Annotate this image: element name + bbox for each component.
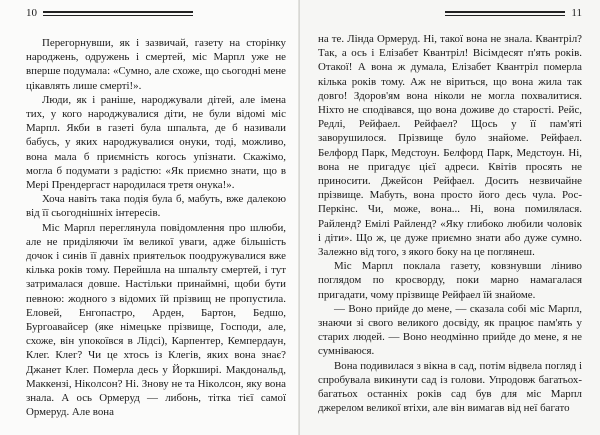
paragraph: Хоча навіть така подія була б, мабуть, вже далекою від її сьогоднішніх інтересів. bbox=[26, 193, 286, 220]
right-page-number: 11 bbox=[571, 7, 582, 19]
left-running-head bbox=[26, 0, 286, 26]
paragraph: — Воно прийде до мене, — сказала собі міс Марпл, знаючи зі свого великого досвіду, як працює пам'ять у старих людей. — Воно неодмінно прийде до мене, я не сумніваюся. bbox=[318, 302, 582, 358]
right-running-head bbox=[318, 0, 582, 26]
right-header-rule bbox=[445, 11, 565, 16]
paragraph: Міс Марпл поклала газету, ковзнувши ліниво поглядом по кросворду, поки марно намагалася пригадати, чому прізвище Рейфаел їй знайоме. bbox=[318, 260, 582, 301]
paragraph: на те. Лінда Ормеруд. Ні, такої вона не знала. Квантріл? Так, а ось і Елізабет Квантріл! Вісімдесят п'ять років. Отакої! А вона ж думала, Елізабет Квантріл померла кілька років тому. Аж не віриться, що вона жила так довго! Здоров'ям вона ніколи не могла похвалитися. Ніхто не сподівався, що вона доживе до старості. Рейс, Редлі, Рейфаел. Рейфаел? Щось у її пам'яті заворушилося. Прізвище було знайоме. Рейфаел. Белфорд Парк, Медстоун. Белфорд Парк, Медстоун. Ні, вона не пригадує цієї адреси. Квітів просять не приносити. Джейсон Рейфаел. Досить незвичайне прізвище. Мабуть, вона просто його десь чула. Рос-Перкінс. Чи, може, вона... Ні, вона помилялася. Райленд? Емілі Райленд? «Яку глибоко любили чоловік і діти». Що ж, це дуже приємно знати або дуже сумно. Залежно від того, з якого боку на це поглянеш. bbox=[318, 33, 582, 259]
paragraph: Люди, як і раніше, народжували дітей, але імена тих, у кого народжувалися діти, не були відомі міс Марпл. Якби в газеті була шпальта, де б називали бабусь, у яких народжувалися онуки, тоді, можливо, вона мала б приємність когось упізнати. Скажімо, могла б подумати з радістю: «Як приємно знати, що в Мері Прендергаст народилася третя онука!». bbox=[26, 93, 286, 192]
left-page-number: 10 bbox=[26, 7, 37, 19]
left-header-rule bbox=[43, 11, 193, 16]
paragraph: Перегорнувши, як і зазвичай, газету на сторінку народжень, одружень і смертей, міс Марпл уже не вперше подумала: «Сумно, але схоже, що сьогодні мене цікавлять лише смерті!». bbox=[26, 37, 286, 92]
paragraph: Вона подивилася з вікна в сад, потім відвела погляд і спробувала викинути сад із голови. Упродовж багатьох-багатьох останніх років сад був для міс Марпл джерелом великої втіхи, але він вимагав від неї багато bbox=[318, 359, 582, 415]
right-page-text bbox=[318, 32, 582, 415]
right-page bbox=[300, 0, 600, 435]
left-page-text bbox=[26, 36, 286, 419]
paragraph: Міс Марпл переглянула повідомлення про шлюби, але не приділяючи їм великої уваги, адже більшість дочок і синів її давніх приятельок поодружувалися вже кілька років тому. Перейшла на шпальту смертей, і тут затрималася довше. Настільки принаймні, щоби бути певною: жодного з відомих їй прізвищ не пропустила. Еловей, Енгопастро, Арден, Бартон, Бедшо, Бургоавайсер (яке німецьке прізвище, Господи, але, схоже, він упокоївся в Лідсі), Карпентер, Кемпердаун, Клег. Клег? Чи це хтось із Клегів, яких вона знає? Джанет Клег. Померла десь у Йоркширі. Макдональд, Маккензі, Нікoлсон? Ні. Знову не та Нікoлсон, яку вона знала. А ось Ормеруд — либонь, тітка тієї самої Ормеруд. Але вона bbox=[26, 221, 286, 419]
